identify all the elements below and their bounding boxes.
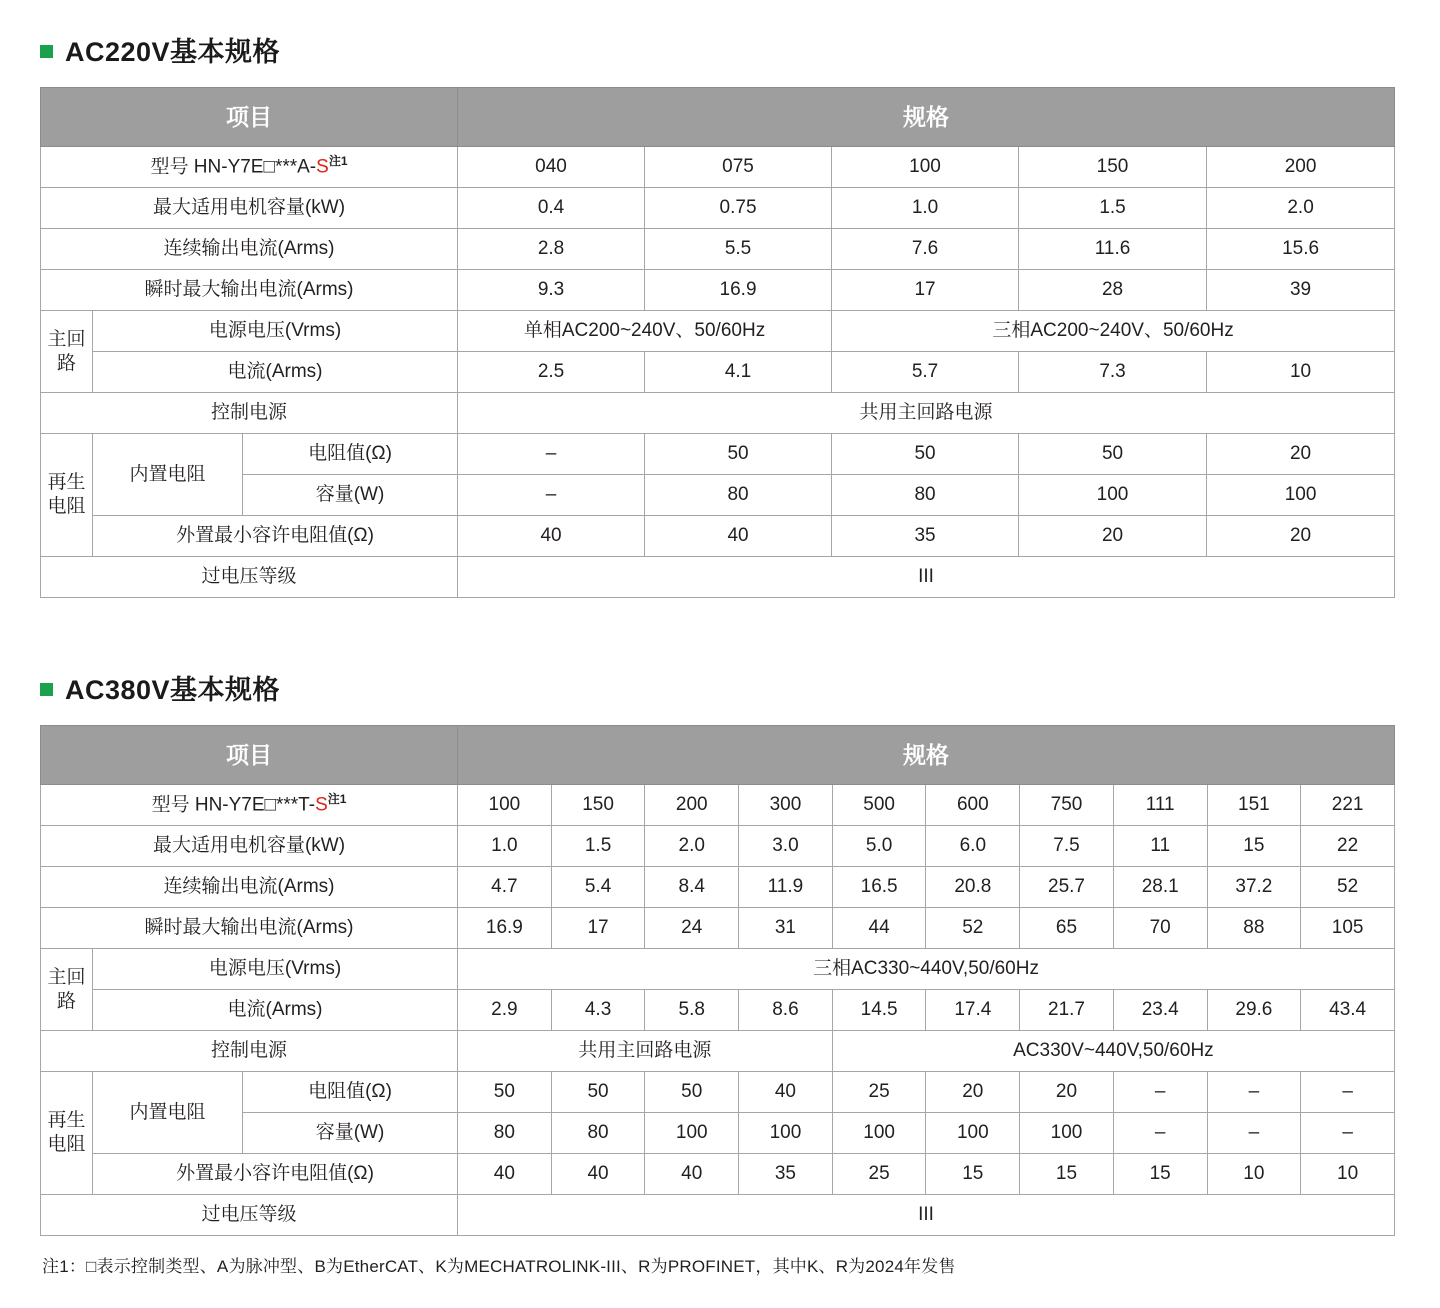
cell-value: 43.4 (1301, 990, 1395, 1031)
cell-value: 221 (1301, 785, 1395, 826)
model-label-prefix: 型号 HN-Y7E□***A- (150, 156, 317, 178)
section-title: AC380V基本规格 (65, 675, 281, 705)
cell-value: 37.2 (1207, 867, 1301, 908)
cell-value: 040 (458, 147, 645, 188)
cell-value: 5.0 (832, 826, 926, 867)
row-label: 连续输出电流(Arms) (41, 867, 458, 908)
cell-value: 750 (1020, 785, 1114, 826)
row-label: 瞬时最大输出电流(Arms) (41, 270, 458, 311)
cell-value: 40 (645, 516, 832, 557)
row-label: 电源电压(Vrms) (93, 311, 458, 352)
row-label-model (41, 785, 458, 826)
cell-value: 22 (1301, 826, 1395, 867)
cell-value: – (458, 475, 645, 516)
cell-value: 200 (645, 785, 739, 826)
cell-value: 11 (1113, 826, 1207, 867)
table-row-regen-capacity (41, 475, 1395, 516)
cell-value: 40 (458, 1154, 552, 1195)
cell-value: 100 (832, 147, 1019, 188)
table-row-continuous-current (41, 229, 1395, 270)
cell-value: 15 (1207, 826, 1301, 867)
cell-value: 150 (1019, 147, 1207, 188)
cell-value: – (1207, 1113, 1301, 1154)
table-row-main-voltage (41, 949, 1395, 990)
row-label: 电阻值(Ω) (243, 434, 458, 475)
row-label: 控制电源 (41, 1031, 458, 1072)
cell-value: 17 (551, 908, 645, 949)
cell-value: 17.4 (926, 990, 1020, 1031)
table-row-control-power (41, 393, 1395, 434)
cell-value: 8.6 (739, 990, 833, 1031)
cell-value: 65 (1020, 908, 1114, 949)
cell-value: 7.5 (1020, 826, 1114, 867)
cell-value: 100 (739, 1113, 833, 1154)
cell-value: 25.7 (1020, 867, 1114, 908)
cell-value: 4.7 (458, 867, 552, 908)
cell-value: 151 (1207, 785, 1301, 826)
cell-value: 8.4 (645, 867, 739, 908)
cell-value: 25 (832, 1072, 926, 1113)
cell-value: – (1301, 1113, 1395, 1154)
cell-value: 80 (458, 1113, 552, 1154)
cell-value: 200 (1207, 147, 1395, 188)
table-row-regen-resistance (41, 1072, 1395, 1113)
table-row-regen-external (41, 516, 1395, 557)
cell-value: 15 (1113, 1154, 1207, 1195)
cell-value: 0.75 (645, 188, 832, 229)
cell-value: 80 (832, 475, 1019, 516)
cell-value: 31 (739, 908, 833, 949)
cell-value: 100 (926, 1113, 1020, 1154)
group-label-main-circuit: 主回路 (41, 949, 93, 1031)
cell-value: – (1207, 1072, 1301, 1113)
cell-value: 10 (1301, 1154, 1395, 1195)
cell-value: 三相AC330~440V,50/60Hz (458, 949, 1395, 990)
row-label: 连续输出电流(Arms) (41, 229, 458, 270)
group-label-builtin: 内置电阻 (93, 1072, 243, 1154)
model-note-marker: 注1 (328, 154, 348, 169)
row-label: 外置最小容许电阻值(Ω) (93, 1154, 458, 1195)
cell-value: 40 (739, 1072, 833, 1113)
row-label: 过电压等级 (41, 557, 458, 598)
cell-value: 20 (1207, 434, 1395, 475)
cell-value: 600 (926, 785, 1020, 826)
cell-value: 16.5 (832, 867, 926, 908)
cell-value: 11.6 (1019, 229, 1207, 270)
row-label: 电源电压(Vrms) (93, 949, 458, 990)
cell-value: 111 (1113, 785, 1207, 826)
cell-value: 4.1 (645, 352, 832, 393)
cell-value: 10 (1207, 352, 1395, 393)
table-row-regen-resistance (41, 434, 1395, 475)
row-label: 外置最小容许电阻值(Ω) (93, 516, 458, 557)
cell-value: 14.5 (832, 990, 926, 1031)
cell-value: 23.4 (1113, 990, 1207, 1031)
cell-value: 7.6 (832, 229, 1019, 270)
cell-value: 100 (645, 1113, 739, 1154)
cell-value: 20 (926, 1072, 1020, 1113)
cell-value: 70 (1113, 908, 1207, 949)
cell-value: 21.7 (1020, 990, 1114, 1031)
table-row-main-current (41, 352, 1395, 393)
header-item: 项目 (41, 726, 458, 785)
cell-value: 075 (645, 147, 832, 188)
cell-value: 1.5 (551, 826, 645, 867)
row-label: 电流(Arms) (93, 990, 458, 1031)
table-row-overvoltage (41, 1195, 1395, 1236)
table-row-peak-current (41, 908, 1395, 949)
cell-value: 20 (1020, 1072, 1114, 1113)
cell-value: 24 (645, 908, 739, 949)
model-note-marker: 注1 (327, 792, 347, 807)
table-row-main-voltage (41, 311, 1395, 352)
section-spacer (40, 598, 1400, 668)
table-row-main-current (41, 990, 1395, 1031)
header-spec: 规格 (458, 726, 1395, 785)
cell-value: 1.0 (458, 826, 552, 867)
cell-value: 50 (832, 434, 1019, 475)
cell-value: – (458, 434, 645, 475)
cell-value: AC330V~440V,50/60Hz (832, 1031, 1394, 1072)
group-label-builtin: 内置电阻 (93, 434, 243, 516)
cell-value: 52 (1301, 867, 1395, 908)
group-label-regen: 再生电阻 (41, 434, 93, 557)
cell-value: 7.3 (1019, 352, 1207, 393)
row-label-model (41, 147, 458, 188)
section-title: AC220V基本规格 (65, 37, 281, 67)
row-label: 最大适用电机容量(kW) (41, 826, 458, 867)
cell-value: 39 (1207, 270, 1395, 311)
cell-value: – (1301, 1072, 1395, 1113)
cell-value: 2.9 (458, 990, 552, 1031)
table-row-regen-external (41, 1154, 1395, 1195)
header-spec: 规格 (458, 88, 1395, 147)
table-header-row (41, 726, 1395, 785)
row-label: 过电压等级 (41, 1195, 458, 1236)
cell-value: 5.5 (645, 229, 832, 270)
group-label-regen: 再生电阻 (41, 1072, 93, 1195)
cell-value: 5.4 (551, 867, 645, 908)
cell-value: 单相AC200~240V、50/60Hz (458, 311, 832, 352)
cell-value: 10 (1207, 1154, 1301, 1195)
cell-value: 50 (551, 1072, 645, 1113)
model-label-s: S (315, 794, 328, 816)
table-row-capacity (41, 188, 1395, 229)
footnote: 注1：□表示控制类型、A为脉冲型、B为EtherCAT、K为MECHATROLINK-III、R为PROFINET，其中K、R为2024年发售 (42, 1257, 956, 1276)
cell-value: 1.0 (832, 188, 1019, 229)
row-label: 容量(W) (243, 1113, 458, 1154)
table-row-regen-capacity (41, 1113, 1395, 1154)
spec-table-ac380v (40, 725, 1395, 1236)
cell-value: 300 (739, 785, 833, 826)
cell-value: 100 (832, 1113, 926, 1154)
cell-value: 16.9 (458, 908, 552, 949)
cell-value: 6.0 (926, 826, 1020, 867)
cell-value: 80 (551, 1113, 645, 1154)
section-heading-ac220v (40, 30, 1400, 69)
table-row-capacity (41, 826, 1395, 867)
cell-value: 共用主回路电源 (458, 1031, 833, 1072)
model-label-s: S (316, 156, 329, 178)
cell-value: 2.5 (458, 352, 645, 393)
cell-value: III (458, 557, 1395, 598)
cell-value: 100 (1019, 475, 1207, 516)
cell-value: 100 (1020, 1113, 1114, 1154)
cell-value: 5.7 (832, 352, 1019, 393)
cell-value: 17 (832, 270, 1019, 311)
cell-value: 三相AC200~240V、50/60Hz (832, 311, 1395, 352)
bullet-square-icon (40, 683, 53, 696)
cell-value: 40 (458, 516, 645, 557)
cell-value: 20 (1019, 516, 1207, 557)
row-label: 电阻值(Ω) (243, 1072, 458, 1113)
cell-value: 3.0 (739, 826, 833, 867)
cell-value: 20 (1207, 516, 1395, 557)
table-row-control-power (41, 1031, 1395, 1072)
bullet-square-icon (40, 45, 53, 58)
cell-value: – (1113, 1072, 1207, 1113)
cell-value: 100 (1207, 475, 1395, 516)
cell-value: 52 (926, 908, 1020, 949)
row-label: 电流(Arms) (93, 352, 458, 393)
cell-value: III (458, 1195, 1395, 1236)
cell-value: – (1113, 1113, 1207, 1154)
table-row-peak-current (41, 270, 1395, 311)
table-header-row (41, 88, 1395, 147)
cell-value: 35 (832, 516, 1019, 557)
cell-value: 15 (1020, 1154, 1114, 1195)
cell-value: 105 (1301, 908, 1395, 949)
cell-value: 9.3 (458, 270, 645, 311)
cell-value: 88 (1207, 908, 1301, 949)
model-label-prefix: 型号 HN-Y7E□***T- (151, 794, 316, 816)
cell-value: 44 (832, 908, 926, 949)
cell-value: 16.9 (645, 270, 832, 311)
header-item: 项目 (41, 88, 458, 147)
table-row-model (41, 785, 1395, 826)
cell-value: 11.9 (739, 867, 833, 908)
cell-value: 1.5 (1019, 188, 1207, 229)
group-label-main-circuit: 主回路 (41, 311, 93, 393)
row-label: 最大适用电机容量(kW) (41, 188, 458, 229)
row-label: 容量(W) (243, 475, 458, 516)
spec-table-ac220v (40, 87, 1395, 598)
cell-value: 28.1 (1113, 867, 1207, 908)
cell-value: 50 (645, 434, 832, 475)
cell-value: 100 (458, 785, 552, 826)
cell-value: 150 (551, 785, 645, 826)
section-heading-ac380v (40, 668, 1400, 707)
cell-value: 25 (832, 1154, 926, 1195)
cell-value: 2.0 (1207, 188, 1395, 229)
cell-value: 0.4 (458, 188, 645, 229)
cell-value: 5.8 (645, 990, 739, 1031)
cell-value: 15 (926, 1154, 1020, 1195)
cell-value: 15.6 (1207, 229, 1395, 270)
cell-value: 20.8 (926, 867, 1020, 908)
cell-value: 2.8 (458, 229, 645, 270)
cell-value: 40 (645, 1154, 739, 1195)
cell-value: 50 (1019, 434, 1207, 475)
row-label: 瞬时最大输出电流(Arms) (41, 908, 458, 949)
table-row-model (41, 147, 1395, 188)
cell-value: 2.0 (645, 826, 739, 867)
cell-value: 40 (551, 1154, 645, 1195)
cell-value: 500 (832, 785, 926, 826)
cell-value: 80 (645, 475, 832, 516)
cell-value: 共用主回路电源 (458, 393, 1395, 434)
row-label: 控制电源 (41, 393, 458, 434)
cell-value: 4.3 (551, 990, 645, 1031)
table-row-continuous-current (41, 867, 1395, 908)
cell-value: 50 (645, 1072, 739, 1113)
table-row-overvoltage (41, 557, 1395, 598)
cell-value: 50 (458, 1072, 552, 1113)
cell-value: 29.6 (1207, 990, 1301, 1031)
cell-value: 28 (1019, 270, 1207, 311)
cell-value: 35 (739, 1154, 833, 1195)
